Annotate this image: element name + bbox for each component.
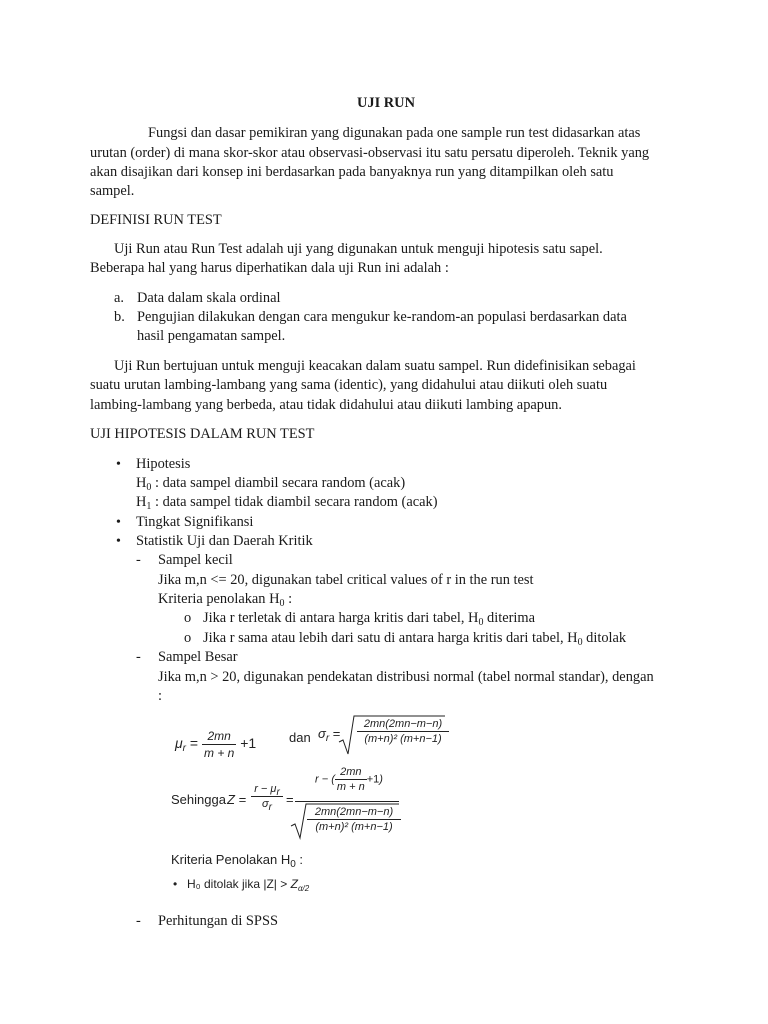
section-heading-definisi: DEFINISI RUN TEST bbox=[90, 212, 222, 228]
sampel-besar-rule: Jika m,n > 20, digunakan pendekatan distribusi normal (tabel normal standar), dengan bbox=[158, 669, 654, 685]
document-title: UJI RUN bbox=[357, 95, 415, 111]
h0-statement: $H_0$ : data sampel diambil secara random (acak) bbox=[136, 475, 406, 493]
list-item-text: hasil pengamatan sampel. bbox=[137, 328, 286, 344]
bullet-marker: • bbox=[116, 534, 121, 549]
run-definition-line: Uji Run bertujuan untuk menguji keacakan dalam suatu sampel. Run didefinisikan sebagai bbox=[114, 358, 636, 374]
intro-line: Fungsi dan dasar pemikiran yang digunakan pada one sample run test didasarkan atas bbox=[148, 125, 641, 141]
list-item-text: Pengujian dilakukan dengan cara mengukur ke-random-an populasi berdasarkan data bbox=[137, 309, 627, 325]
z-first-fraction: $r - \mu_r$ $\sigma_r$ bbox=[251, 782, 283, 811]
definisi-line: Beberapa hal yang harus diperhatikan dala uji Run ini adalah : bbox=[90, 260, 449, 276]
list-marker: b. bbox=[114, 309, 125, 325]
sampel-besar-label: Sampel Besar bbox=[158, 649, 238, 665]
dash-marker: - bbox=[136, 913, 141, 929]
z-numerator: r − ( $\frac{2mn}{m + n}$ +1) bbox=[315, 766, 383, 793]
statistik-label: Statistik Uji dan Daerah Kritik bbox=[136, 533, 313, 549]
z-formula-lhs: Z = bbox=[227, 792, 247, 807]
sigma-fraction: 2mn(2mn−m−n) (m+n)² (m+n−1) bbox=[357, 717, 449, 746]
hipotesis-label: Hipotesis bbox=[136, 456, 191, 472]
formula-block bbox=[165, 712, 495, 902]
rejection-rule: H₀ ditolak jika $|Z| > Z_{\alpha/2}$ bbox=[187, 877, 310, 893]
sigma-formula: $\sigma_r$ = bbox=[318, 726, 341, 744]
signifikansi-label: Tingkat Signifikansi bbox=[136, 514, 254, 530]
intro-line: urutan (order) di mana skor-skor atau observasi-observasi itu satu persatu diperoleh. Teknik yang bbox=[90, 145, 650, 161]
list-item-text: Data dalam skala ordinal bbox=[137, 290, 281, 306]
sampel-kecil-rule: Jika m,n <= 20, digunakan tabel critical values of r in the run test bbox=[158, 572, 534, 588]
dash-marker: - bbox=[136, 552, 141, 568]
bullet-marker: • bbox=[116, 457, 121, 472]
dan-word: dan bbox=[289, 730, 311, 745]
run-definition-line: lambing-lambang yang berbeda, atau tidak didahului atau diikuti lambing apapun. bbox=[90, 397, 562, 413]
run-definition-line: suatu urutan lambing-lambang yang sama (identic), yang didahului atau diikuti oleh suatu bbox=[90, 377, 608, 393]
sampel-kecil-label: Sampel kecil bbox=[158, 552, 233, 568]
definisi-line: Uji Run atau Run Test adalah uji yang digunakan untuk menguji hipotesis satu sapel. bbox=[114, 241, 603, 257]
h1-statement: $H_1$ : data sampel tidak diambil secara random (acak) bbox=[136, 494, 438, 512]
kriteria-penolakan-kecil: Kriteria penolakan $H_0$ : bbox=[158, 591, 293, 609]
equals-sign: = bbox=[286, 792, 294, 807]
list-marker: a. bbox=[114, 290, 124, 306]
intro-line: akan disajikan dari konsep ini berdasarkan pada banyaknya run yang ditampilkan oleh satu bbox=[90, 164, 614, 180]
circle-marker: o bbox=[184, 630, 192, 646]
section-heading-hipotesis: UJI HIPOTESIS DALAM RUN TEST bbox=[90, 426, 315, 442]
kriteria-option: Jika r sama atau lebih dari satu di antara harga kritis dari tabel, $H_0$ ditolak bbox=[203, 630, 627, 648]
circle-marker: o bbox=[184, 610, 192, 626]
kriteria-option: Jika r terletak di antara harga kritis dari tabel, $H_0$ diterima bbox=[203, 610, 536, 628]
intro-line: sampel. bbox=[90, 183, 135, 199]
kriteria-penolakan-besar: Kriteria Penolakan $H_0$ : bbox=[171, 852, 304, 870]
mu-formula: $\mu_r$ = $\frac{2mn}{m + n}$ +1 bbox=[175, 729, 257, 760]
spss-label: Perhitungan di SPSS bbox=[158, 913, 278, 929]
dash-marker: - bbox=[136, 649, 141, 665]
sehingga-word: Sehingga bbox=[171, 792, 226, 807]
sampel-besar-rule: : bbox=[158, 688, 162, 704]
bullet-marker: • bbox=[173, 877, 178, 891]
z-denominator: 2mn(2mn−m−n) (m+n)² (m+n−1) bbox=[307, 805, 401, 834]
bullet-marker: • bbox=[116, 515, 121, 530]
